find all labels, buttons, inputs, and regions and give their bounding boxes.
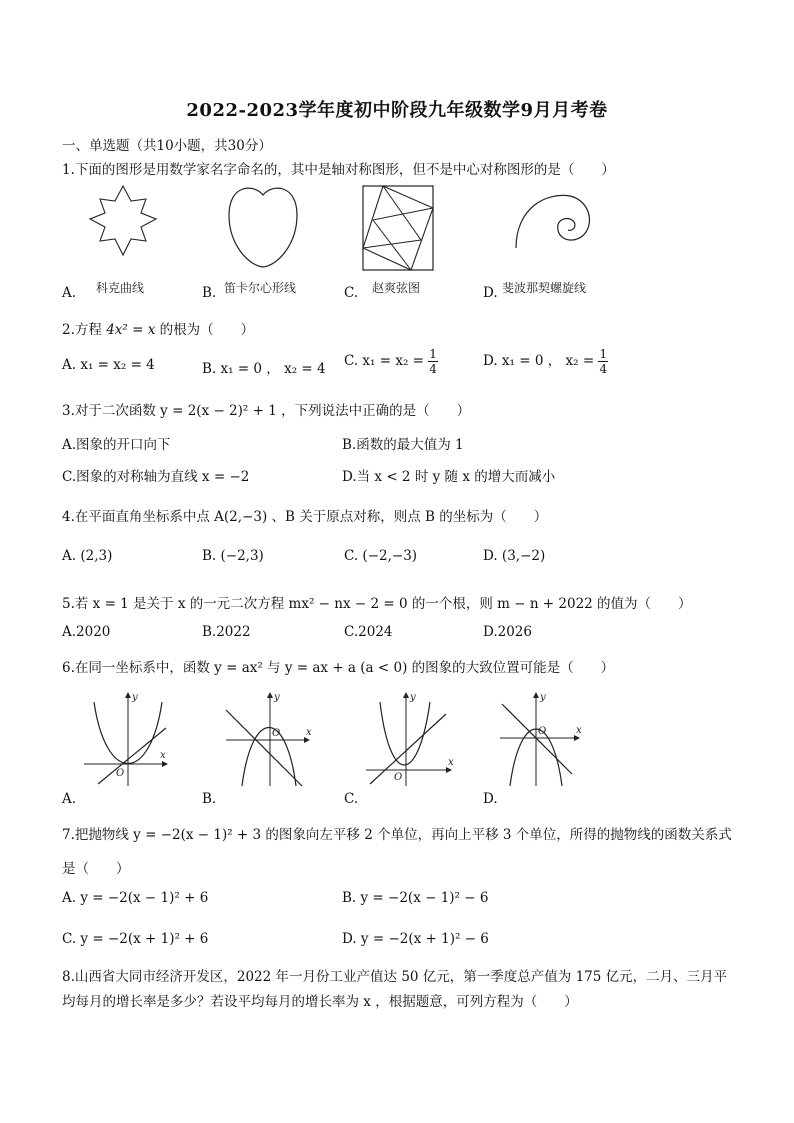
q2-option-c-fraction [428, 348, 438, 375]
q3-option-c[interactable]: C.图象的对称轴为直线 x = −2 [62, 469, 250, 485]
q1-option-b[interactable]: B. [202, 285, 217, 301]
origin-label: O [538, 726, 547, 737]
q7-option-c[interactable]: C. y = −2(x + 1)² + 6 [62, 931, 209, 947]
q2-option-c[interactable] [344, 348, 438, 375]
axis-x-label: x [160, 750, 166, 761]
q4-stem: 4.在平面直角坐标系中点 A(2,−3) 、B 关于原点对称，则点 B 的坐标为（ ） [62, 509, 548, 525]
fraction-denominator: 4 [599, 362, 608, 376]
q7-stem-line1: 7.把抛物线 y = −2(x − 1)² + 3 的图象向左平移 2 个单位，再向上平移 3 个单位，所得的抛物线的函数关系式 [62, 827, 732, 843]
cardioid-figure [223, 181, 303, 271]
section-header: 一、单选题（共10小题，共30分） [62, 138, 272, 154]
q2-option-d-fraction [598, 348, 608, 375]
page-title: 2022-2023学年度初中阶段九年级数学9月月考卷 [186, 100, 608, 121]
q1-caption-a: 科克曲线 [96, 281, 145, 295]
q6-option-b[interactable]: B. [202, 791, 217, 807]
q8-stem-line2: 均每月的增长率是多少？若设平均每月的增长率为 x ，根据题意，可列方程为（ ） [62, 994, 578, 1010]
axis-y-label: y [540, 692, 546, 703]
axis-x-label: x [306, 727, 312, 738]
q3-option-a[interactable]: A.图象的开口向下 [62, 437, 171, 453]
fibonacci-spiral-figure [508, 186, 598, 256]
axis-x-label: x [576, 725, 582, 736]
q4-option-b[interactable]: B. (−2,3) [202, 548, 264, 564]
axis-x-label: x [448, 757, 454, 768]
q4-option-d[interactable]: D. (3,−2) [483, 548, 546, 564]
origin-label: O [394, 772, 403, 783]
q7-stem-line2: 是（ ） [62, 861, 130, 877]
q7-option-d[interactable]: D. y = −2(x + 1)² − 6 [342, 931, 489, 947]
axis-y-label: y [132, 692, 138, 703]
zhao-shuang-diagram-figure [361, 184, 437, 274]
koch-curve-figure [78, 183, 168, 273]
q6-option-a[interactable]: A. [62, 791, 77, 807]
q5-option-d[interactable]: D.2026 [483, 624, 532, 640]
q6-option-d[interactable]: D. [483, 791, 498, 807]
q4-option-c[interactable]: C. (−2,−3) [344, 548, 418, 564]
q2-option-c-text: C. x₁ = x₂ = [344, 353, 424, 369]
q2-option-d-text: D. x₁ = 0 ， x₂ = [483, 353, 595, 369]
axis-y-label: y [410, 692, 416, 703]
q2-equation: 4x² = x [106, 322, 156, 338]
q6-graph-b [222, 688, 322, 788]
fraction-numerator: 1 [429, 347, 437, 361]
q6-graph-a [82, 688, 172, 788]
origin-label: O [272, 728, 281, 739]
q5-option-a[interactable]: A.2020 [62, 624, 111, 640]
q8-stem-line1: 8.山西省大同市经济开发区，2022 年一月份工业产值达 50 亿元，第一季度总产值为 175 亿元，二月、三月平 [62, 969, 728, 985]
q3-option-b[interactable]: B.函数的最大值为 1 [342, 437, 464, 453]
q1-option-d[interactable]: D. [483, 285, 498, 301]
q2-option-b[interactable]: B. x₁ = 0 ， x₂ = 4 [202, 361, 326, 377]
q5-stem: 5.若 x = 1 是关于 x 的一元二次方程 mx² − nx − 2 = 0 的一个根，则 m − n + 2022 的值为（ ） [62, 596, 692, 612]
q2-stem [62, 318, 254, 338]
origin-label: O [116, 768, 125, 779]
q2-option-d[interactable] [483, 348, 608, 375]
q5-option-b[interactable]: B.2022 [202, 624, 251, 640]
q3-option-d[interactable]: D.当 x < 2 时 y 随 x 的增大而减小 [342, 469, 556, 485]
q2-stem-post: 的根为（ ） [159, 322, 255, 338]
q1-caption-b: 笛卡尔心形线 [224, 281, 297, 295]
q6-option-c[interactable]: C. [344, 791, 359, 807]
q5-option-c[interactable]: C.2024 [344, 624, 393, 640]
q2-stem-pre: 2.方程 [62, 322, 102, 338]
q4-option-a[interactable]: A. (2,3) [62, 548, 113, 564]
q7-option-a[interactable]: A. y = −2(x − 1)² + 6 [62, 890, 209, 906]
q1-option-c[interactable]: C. [344, 285, 359, 301]
fraction-denominator: 4 [429, 362, 437, 376]
q3-stem: 3.对于二次函数 y = 2(x − 2)² + 1 ，下列说法中正确的是（ ） [62, 403, 471, 419]
q6-graph-d [498, 688, 588, 788]
q1-caption-c: 赵爽弦图 [372, 281, 421, 295]
axis-y-label: y [274, 692, 280, 703]
q2-option-a[interactable]: A. x₁ = x₂ = 4 [62, 357, 155, 373]
fraction-numerator: 1 [599, 347, 608, 361]
q7-option-b[interactable]: B. y = −2(x − 1)² − 6 [342, 890, 489, 906]
q6-graph-c [362, 688, 462, 788]
q1-option-a[interactable]: A. [62, 285, 77, 301]
q6-stem: 6.在同一坐标系中，函数 y = ax² 与 y = ax + a (a < 0) 的图象的大致位置可能是（ ） [62, 660, 615, 676]
q1-caption-d: 斐波那契螺旋线 [502, 281, 587, 295]
q1-stem: 1.下面的图形是用数学家名字命名的，其中是轴对称图形，但不是中心对称图形的是（ ） [62, 162, 615, 178]
